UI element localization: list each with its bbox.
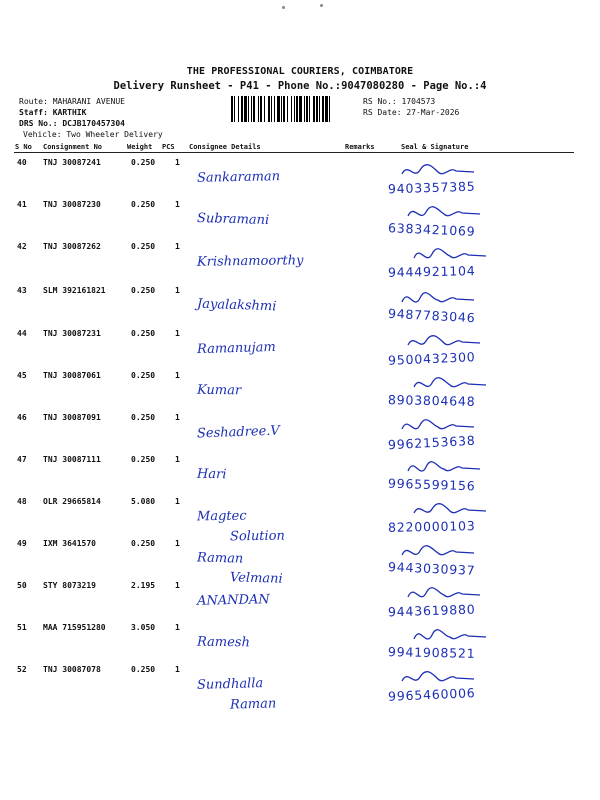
consignment-number: TNJ 30087111 (43, 455, 101, 464)
barcode-bar (244, 96, 247, 122)
signature-scribble (406, 457, 486, 479)
signature-scribble (400, 415, 480, 437)
consignee-handwriting: Sankaraman (196, 169, 281, 186)
barcode-bar (281, 96, 282, 122)
consignee-handwriting: Jayalakshmi (196, 296, 277, 315)
serial-number: 45 (17, 371, 27, 380)
consignee-handwriting: Magtec (196, 508, 247, 525)
route-label: Route: MAHARANI AVENUE (19, 97, 125, 106)
consignee-handwriting: Kumar (196, 382, 242, 399)
signature-scribble (406, 583, 486, 605)
col-weight: Weight (127, 143, 153, 151)
serial-number: 40 (17, 158, 27, 167)
barcode-bar (253, 96, 255, 122)
consignment-number: TNJ 30087230 (43, 200, 101, 209)
barcode-bar (234, 96, 235, 122)
consignment-number: SLM 392161821 (43, 286, 106, 295)
consignee-handwriting: Hari (196, 466, 227, 483)
serial-number: 48 (17, 497, 27, 506)
serial-number: 50 (17, 581, 27, 590)
consignee-handwriting: Velmani (229, 570, 283, 587)
barcode (231, 96, 356, 122)
receiver-phone-handwriting: 9500432300 (387, 349, 476, 368)
weight-value: 5.080 (131, 497, 156, 506)
barcode-bar (271, 96, 272, 122)
consignment-number: TNJ 30087061 (43, 371, 101, 380)
signature-scribble (406, 331, 486, 353)
consignee-handwriting: Krishnamoorthy (196, 253, 304, 270)
barcode-bar (287, 96, 288, 122)
barcode-bar (291, 96, 292, 122)
weight-value: 0.250 (131, 200, 156, 209)
barcode-bar (241, 96, 243, 122)
company-title: THE PROFESSIONAL COURIERS, COIMBATORE (186, 66, 414, 77)
rs-number: RS No.: 1704573 (363, 97, 436, 106)
signature-scribble (400, 667, 480, 689)
pcs-value: 1 (175, 200, 180, 209)
receiver-phone-handwriting: 9444921104 (387, 263, 476, 280)
col-seal-signature: Seal & Signature (401, 143, 469, 151)
weight-value: 0.250 (131, 665, 156, 674)
header-rule (14, 152, 574, 153)
pcs-value: 1 (175, 581, 180, 590)
barcode-bar (294, 96, 295, 122)
consignee-handwriting: Raman (229, 696, 277, 713)
weight-value: 0.250 (131, 455, 156, 464)
weight-value: 3.050 (131, 623, 156, 632)
barcode-bar (248, 96, 249, 122)
barcode-bar (316, 96, 318, 122)
barcode-bar (322, 96, 324, 122)
consignment-number: TNJ 30087078 (43, 665, 101, 674)
weight-value: 0.250 (131, 158, 156, 167)
weight-value: 0.250 (131, 286, 156, 295)
signature-scribble (412, 373, 492, 395)
signature-scribble (406, 202, 486, 224)
consignment-number: STY 8073219 (43, 581, 96, 590)
receiver-phone-handwriting: 9443619880 (387, 601, 476, 620)
consignee-handwriting: Seshadree.V (196, 423, 281, 442)
rs-date: RS Date: 27-Mar-2026 (363, 108, 460, 117)
barcode-bar (296, 96, 298, 122)
barcode-bar (329, 96, 330, 122)
pcs-value: 1 (175, 497, 180, 506)
pcs-value: 1 (175, 539, 180, 548)
barcode-bar (251, 96, 252, 122)
signature-scribble (412, 244, 492, 266)
consignee-handwriting: Raman (196, 550, 244, 567)
signature-scribble (412, 499, 492, 521)
scan-mark (282, 6, 285, 9)
consignment-number: TNJ 30087091 (43, 413, 101, 422)
pcs-value: 1 (175, 286, 180, 295)
pcs-value: 1 (175, 623, 180, 632)
receiver-phone-handwriting: 9941908521 (387, 644, 476, 661)
serial-number: 49 (17, 539, 27, 548)
barcode-bar (268, 96, 270, 122)
receiver-phone-handwriting: 8903804648 (387, 392, 476, 409)
consignee-handwriting: Ramanujam (196, 339, 276, 358)
barcode-bar (274, 96, 275, 122)
consignee-handwriting: Sundhalla (196, 676, 264, 693)
col-consignee: Consignee Details (189, 143, 261, 151)
pcs-value: 1 (175, 329, 180, 338)
barcode-bar (277, 96, 280, 122)
pcs-value: 1 (175, 242, 180, 251)
staff-label: Staff: KARTHIK (19, 108, 87, 117)
receiver-phone-handwriting: 8220000103 (387, 518, 476, 535)
pcs-value: 1 (175, 371, 180, 380)
vehicle-label: Vehicle: Two Wheeler Delivery (23, 130, 163, 139)
consignee-handwriting: ANANDAN (196, 592, 270, 609)
consignee-handwriting: Subramani (196, 210, 270, 229)
serial-number: 46 (17, 413, 27, 422)
serial-number: 44 (17, 329, 27, 338)
barcode-bar (299, 96, 302, 122)
col-pcs: PCS (162, 143, 175, 151)
barcode-bar (313, 96, 315, 122)
serial-number: 41 (17, 200, 27, 209)
serial-number: 51 (17, 623, 27, 632)
consignment-number: TNJ 30087262 (43, 242, 101, 251)
receiver-phone-handwriting: 9962153638 (387, 432, 476, 453)
consignment-number: TNJ 30087231 (43, 329, 101, 338)
col-consignment: Consignment No (43, 143, 103, 151)
consignee-handwriting: Solution (229, 528, 285, 545)
consignment-number: OLR 29665814 (43, 497, 101, 506)
barcode-bar (309, 96, 310, 122)
serial-number: 47 (17, 455, 27, 464)
barcode-bar (283, 96, 285, 122)
consignment-number: MAA 715951280 (43, 623, 106, 632)
barcode-bar (319, 96, 320, 122)
receiver-phone-handwriting: 6383421069 (387, 220, 476, 239)
weight-value: 0.250 (131, 371, 156, 380)
consignee-handwriting: Ramesh (196, 634, 251, 651)
serial-number: 42 (17, 242, 27, 251)
receiver-phone-handwriting: 9965599156 (387, 475, 476, 494)
signature-scribble (400, 288, 480, 310)
pcs-value: 1 (175, 413, 180, 422)
barcode-bar (231, 96, 233, 122)
runsheet-title: Delivery Runsheet - P41 - Phone No.:9047080280 - Page No.:4 (113, 80, 487, 92)
receiver-phone-handwriting: 9443030937 (387, 559, 476, 578)
barcode-bar (238, 96, 239, 122)
barcode-bar (258, 96, 259, 122)
drs-label: DRS No.: DCJB170457304 (19, 119, 125, 128)
barcode-bar (260, 96, 262, 122)
serial-number: 43 (17, 286, 27, 295)
signature-scribble (400, 160, 480, 182)
receiver-phone-handwriting: 9965460006 (387, 685, 476, 704)
col-remarks: Remarks (345, 143, 375, 151)
pcs-value: 1 (175, 665, 180, 674)
consignment-number: TNJ 30087241 (43, 158, 101, 167)
weight-value: 0.250 (131, 413, 156, 422)
receiver-phone-handwriting: 9487783046 (387, 305, 476, 326)
weight-value: 0.250 (131, 539, 156, 548)
barcode-bar (306, 96, 308, 122)
consignment-number: IXM 3641570 (43, 539, 96, 548)
weight-value: 0.250 (131, 329, 156, 338)
barcode-bar (304, 96, 305, 122)
signature-scribble (400, 541, 480, 563)
weight-value: 2.195 (131, 581, 156, 590)
serial-number: 52 (17, 665, 27, 674)
receiver-phone-handwriting: 9403357385 (387, 178, 476, 197)
pcs-value: 1 (175, 158, 180, 167)
scan-mark (320, 4, 323, 7)
pcs-value: 1 (175, 455, 180, 464)
barcode-bar (325, 96, 328, 122)
weight-value: 0.250 (131, 242, 156, 251)
signature-scribble (412, 625, 492, 647)
barcode-bar (264, 96, 265, 122)
col-sno: S No (15, 143, 32, 151)
